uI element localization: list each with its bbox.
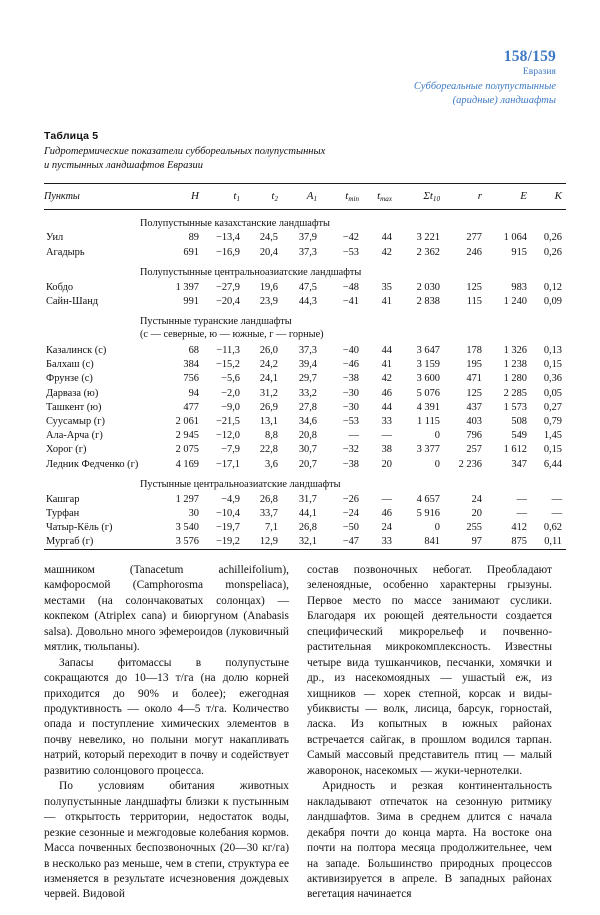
cell-E: 412 <box>511 522 527 534</box>
cell-station-name: Чатыр-Кёль (г) <box>46 522 113 534</box>
cell-H: 2 945 <box>175 430 199 442</box>
cell-station-name: Ала-Арча (г) <box>46 430 103 442</box>
table-row <box>44 280 566 294</box>
cell-tmin: −46 <box>342 359 359 371</box>
cell-sum: 0 <box>434 430 440 442</box>
running-head-region: Евразия <box>522 67 556 78</box>
cell-H: 991 <box>183 295 199 307</box>
cell-t1: −19,2 <box>215 536 240 548</box>
cell-r: 403 <box>466 416 482 428</box>
paragraph: состав позвоночных небогат. Преобладают зеленоядные, особенно характерны грызуны. Первое место по массе занимают суслики. Благодаря их роющей деятельности создается специфический микрорельеф и почвенно-растительная микрокомплексность. Известны четыре вида тушканчиков, песчанки, хомячки и др., из насекомоядных — ушастый еж, из хищников — хорек степной, корсак и виды-убиквисты — волк, лисица, барсук, горностай, ласка. Из копытных в южных районах встречается сайгак, в прошлом водился тарпан. Самый массовый представитель птиц — малый жаворонок, насекомых — жуки-чернотелки. <box>307 563 552 777</box>
column-header-E: E <box>520 189 527 202</box>
cell-t1: −15,2 <box>215 359 240 371</box>
cell-tmin: −26 <box>342 493 359 505</box>
table-section-title-text: Полупустынные центральноазиатские ландшафты <box>140 267 362 279</box>
cell-sum: 3 647 <box>416 345 440 357</box>
cell-t2: 8,8 <box>265 430 278 442</box>
cell-tmax: 41 <box>381 359 392 371</box>
cell-r: 178 <box>466 345 482 357</box>
cell-E: 875 <box>511 536 527 548</box>
cell-t2: 24,1 <box>259 373 278 385</box>
cell-tmax: 41 <box>381 295 392 307</box>
cell-station-name: Ледник Федченко (г) <box>46 458 139 470</box>
column-header-subscript: 10 <box>432 194 440 203</box>
column-header-r: r <box>477 189 482 202</box>
cell-r: 277 <box>466 232 482 244</box>
cell-sum: 2 838 <box>416 295 440 307</box>
cell-H: 2 061 <box>175 416 199 428</box>
cell-A1: 39,4 <box>298 359 317 371</box>
table-row <box>44 372 566 386</box>
cell-station-name: Кашгар <box>46 493 80 505</box>
table-section-title-text: Пустынные центральноазиатские ландшафты <box>140 479 341 491</box>
cell-A1: 26,8 <box>298 522 317 534</box>
cell-t1: −5,6 <box>221 373 240 385</box>
cell-r: 796 <box>466 430 482 442</box>
cell-tmin: −48 <box>342 281 359 293</box>
cell-t2: 26,9 <box>259 401 278 413</box>
column-header-subscript: 2 <box>274 194 278 203</box>
paragraph: Аридность и резкая континентальность накладывают отпечаток на сезонную ритмику ландшафтов. Зима в среднем длится с начала декабря почти до конца марта. На востоке она почти на полтора месяца продолжительнее, чем на западе. Большинство природных процессов активизируется в апреле. В западных районах вегетация начинается <box>307 780 552 901</box>
cell-r: 471 <box>466 373 482 385</box>
cell-A1: 20,8 <box>298 430 317 442</box>
cell-tmin: −24 <box>342 507 359 519</box>
table-caption <box>44 145 556 174</box>
cell-K: — <box>551 507 562 519</box>
cell-K: 0,09 <box>543 295 562 307</box>
cell-t2: 23,9 <box>259 295 278 307</box>
cell-tmin: −30 <box>342 387 359 399</box>
cell-t1: −9,0 <box>221 401 240 413</box>
cell-H: 94 <box>188 387 199 399</box>
cell-E: 1 240 <box>503 295 527 307</box>
cell-t1: −16,9 <box>215 246 240 258</box>
cell-r: 20 <box>471 507 482 519</box>
cell-r: 437 <box>466 401 482 413</box>
cell-E: 1 280 <box>503 373 527 385</box>
cell-H: 691 <box>183 246 199 258</box>
cell-r: 24 <box>471 493 482 505</box>
cell-A1: 44,3 <box>298 295 317 307</box>
text-column-left <box>44 563 289 903</box>
cell-t2: 24,5 <box>259 232 278 244</box>
cell-r: 2 236 <box>458 458 482 470</box>
cell-sum: 1 115 <box>417 416 440 428</box>
cell-A1: 31,7 <box>298 493 317 505</box>
cell-t1: −11,3 <box>216 345 240 357</box>
cell-station-name: Хорог (г) <box>46 444 87 456</box>
column-header-t1: $t_1$ <box>233 189 240 203</box>
table-header-row <box>44 184 566 210</box>
column-header-subscript: min <box>348 194 359 203</box>
cell-t1: −2,0 <box>221 387 240 399</box>
cell-E: 1 064 <box>503 232 527 244</box>
cell-r: 125 <box>466 281 482 293</box>
cell-station-name: Ташкент (ю) <box>46 401 102 413</box>
cell-t2: 31,2 <box>259 387 278 399</box>
cell-r: 257 <box>466 444 482 456</box>
cell-H: 1 297 <box>175 493 199 505</box>
cell-tmax: 44 <box>381 345 392 357</box>
cell-A1: 37,9 <box>298 232 317 244</box>
cell-A1: 37,3 <box>298 246 317 258</box>
cell-E: — <box>516 507 527 519</box>
cell-K: 0,36 <box>543 373 562 385</box>
cell-K: 0,26 <box>543 246 562 258</box>
cell-t2: 26,0 <box>259 345 278 357</box>
cell-H: 4 169 <box>175 458 199 470</box>
cell-tmin: −38 <box>342 373 359 385</box>
cell-K: 0,15 <box>543 444 562 456</box>
cell-H: 68 <box>188 345 199 357</box>
cell-t1: −21,5 <box>215 416 240 428</box>
table-rule <box>44 549 566 550</box>
cell-tmax: 33 <box>381 416 392 428</box>
cell-tmin: −50 <box>342 522 359 534</box>
cell-t1: −17,1 <box>215 458 240 470</box>
cell-H: 3 540 <box>175 522 199 534</box>
cell-t1: −7,9 <box>221 444 240 456</box>
page-folio: 158/159 <box>503 48 556 65</box>
table-section-title-text: Полупустынные казахстанские ландшафты <box>140 217 330 229</box>
table-row <box>44 457 566 471</box>
cell-t2: 3,6 <box>265 458 278 470</box>
cell-station-name: Агадырь <box>46 246 85 258</box>
cell-station-name: Уил <box>46 232 64 244</box>
cell-t2: 22,8 <box>259 444 278 456</box>
cell-tmin: −41 <box>342 295 359 307</box>
table-block <box>44 129 562 550</box>
cell-t1: −12,0 <box>215 430 240 442</box>
column-header-H: H <box>191 189 199 202</box>
cell-station-name: Мургаб (г) <box>46 536 94 548</box>
cell-r: 97 <box>471 536 482 548</box>
cell-tmax: — <box>381 430 392 442</box>
cell-station-name: Суусамыр (г) <box>46 416 105 428</box>
cell-station-name: Балхаш (с) <box>46 359 94 371</box>
column-header-subscript: 1 <box>313 194 317 203</box>
cell-tmin: −53 <box>342 246 359 258</box>
cell-tmin: — <box>348 430 359 442</box>
cell-A1: 44,1 <box>298 507 317 519</box>
running-head-subtitle-line2: (аридные) ландшафты <box>452 95 556 107</box>
cell-sum: 2 362 <box>416 246 440 258</box>
table-row <box>44 245 566 259</box>
cell-station-name: Дарваза (ю) <box>46 387 99 399</box>
cell-A1: 32,1 <box>298 536 317 548</box>
cell-K: 1,45 <box>543 430 562 442</box>
cell-K: 6,44 <box>543 458 562 470</box>
cell-tmin: −38 <box>342 458 359 470</box>
cell-t1: −4,9 <box>221 493 240 505</box>
column-header-tmax: $t_{max}$ <box>377 189 392 203</box>
table-number: Таблица 5 <box>44 129 99 142</box>
table-row <box>44 343 566 357</box>
cell-K: — <box>551 493 562 505</box>
cell-station-name: Сайн-Шанд <box>46 295 99 307</box>
cell-station-name: Кобдо <box>46 281 74 293</box>
cell-r: 115 <box>466 295 482 307</box>
cell-K: 0,15 <box>543 359 562 371</box>
cell-A1: 27,8 <box>298 401 317 413</box>
cell-t1: −19,7 <box>215 522 240 534</box>
cell-r: 246 <box>466 246 482 258</box>
cell-K: 0,12 <box>543 281 562 293</box>
cell-sum: 0 <box>434 522 440 534</box>
cell-E: 1 326 <box>503 345 527 357</box>
column-header-K: K <box>554 189 562 202</box>
cell-tmin: −30 <box>342 401 359 413</box>
cell-A1: 37,3 <box>298 345 317 357</box>
cell-H: 2 075 <box>175 444 199 456</box>
cell-E: 1 573 <box>503 401 527 413</box>
table-row <box>44 429 566 443</box>
cell-tmin: −42 <box>342 232 359 244</box>
table-section-title-text: Пустынные туранские ландшафты <box>140 316 292 328</box>
table-caption-line1: Гидротермические показатели суббореальных полупустынных <box>44 145 326 157</box>
cell-tmax: 35 <box>381 281 392 293</box>
cell-K: 0,13 <box>543 345 562 357</box>
cell-A1: 29,7 <box>298 373 317 385</box>
cell-tmin: −32 <box>342 444 359 456</box>
table-row <box>44 294 566 308</box>
table-section-title <box>44 259 566 280</box>
cell-tmax: 33 <box>381 536 392 548</box>
table-row <box>44 506 566 520</box>
cell-A1: 47,5 <box>298 281 317 293</box>
cell-A1: 20,7 <box>298 458 317 470</box>
cell-K: 0,11 <box>544 536 562 548</box>
table-row <box>44 414 566 428</box>
cell-sum: 3 377 <box>416 444 440 456</box>
cell-E: 508 <box>511 416 527 428</box>
cell-sum: 3 221 <box>416 232 440 244</box>
cell-sum: 4 391 <box>416 401 440 413</box>
cell-tmin: −47 <box>342 536 359 548</box>
cell-tmax: — <box>381 493 392 505</box>
cell-H: 477 <box>183 401 199 413</box>
cell-E: 983 <box>511 281 527 293</box>
cell-H: 384 <box>183 359 199 371</box>
cell-E: 549 <box>511 430 527 442</box>
cell-A1: 34,6 <box>298 416 317 428</box>
cell-H: 89 <box>188 232 199 244</box>
table-caption-line2: и пустынных ландшафтов Евразии <box>44 160 204 172</box>
table-row <box>44 535 566 550</box>
cell-E: 1 238 <box>503 359 527 371</box>
cell-sum: 841 <box>424 536 440 548</box>
cell-tmax: 42 <box>381 246 392 258</box>
cell-sum: 2 030 <box>416 281 440 293</box>
cell-H: 756 <box>183 373 199 385</box>
cell-t1: −20,4 <box>215 295 240 307</box>
cell-tmax: 20 <box>381 458 392 470</box>
cell-tmax: 44 <box>381 232 392 244</box>
column-header-t2: $t_2$ <box>271 189 278 203</box>
body-text <box>44 563 556 903</box>
column-header-subscript: 1 <box>236 194 240 203</box>
cell-station-name: Казалинск (с) <box>46 345 107 357</box>
table-row <box>44 400 566 414</box>
cell-E: 915 <box>511 246 527 258</box>
cell-sum: 3 600 <box>416 373 440 385</box>
cell-K: 0,26 <box>543 232 562 244</box>
paragraph: машником (Tanacetum achilleifolium), камфоросмой (Camphorosma monspeliaca), местами (на солончаковатых солонцах) — кокпеком (Atriplex cana) и биюргуном (Anabasis salsa). Довольно много эфемероидов (луковичный мятлик, тюльпаны). <box>44 563 289 654</box>
cell-H: 3 576 <box>175 536 199 548</box>
table-section-title <box>44 471 566 492</box>
cell-K: 0,27 <box>543 401 562 413</box>
cell-t1: −10,4 <box>215 507 240 519</box>
cell-E: 347 <box>511 458 527 470</box>
cell-tmax: 44 <box>381 401 392 413</box>
cell-E: 2 285 <box>503 387 527 399</box>
column-header-tmin: $t_{min}$ <box>345 189 359 203</box>
column-header-subscript: max <box>380 194 392 203</box>
paragraph: По условиям обитания животных полупустынные ландшафты близки к пустынным — открытость территории, недостаток воды, резкие сезонные и межгодовые колебания кормов. Масса почвенных беспозвоночных (20—30 кг/га) в несколько раз меньше, чем в степи, структура ее изменяется в результате исчезновения дождевых червей. Видовой <box>44 780 289 901</box>
table-body <box>44 183 566 550</box>
table-section-note-text: (с — северные, ю — южные, г — горные) <box>140 329 324 341</box>
table-section-note <box>44 329 566 343</box>
column-header-name: Пункты <box>44 190 80 202</box>
table-section-title <box>44 210 566 231</box>
paragraph: Запасы фитомассы в полупустыне сокращаются до 10—13 т/га (на долю корней приходится до 90% и более); ежегодная продуктивность — около 4—5 т/га. Количество опада и поступление химических элементов в почву невелико, но полыни могут накапливать натрий, который переходит в почву и содействует развитию солонцового процесса. <box>44 656 289 777</box>
running-head-subtitle <box>44 80 556 107</box>
cell-K: 0,62 <box>543 522 562 534</box>
cell-E: 1 612 <box>503 444 527 456</box>
cell-t1: −27,9 <box>215 281 240 293</box>
cell-K: 0,05 <box>543 387 562 399</box>
table-row <box>44 492 566 506</box>
cell-t2: 26,8 <box>259 493 278 505</box>
cell-sum: 5 076 <box>416 387 440 399</box>
cell-tmax: 38 <box>381 444 392 456</box>
cell-tmax: 42 <box>381 373 392 385</box>
cell-r: 195 <box>466 359 482 371</box>
cell-H: 1 397 <box>175 281 199 293</box>
cell-E: — <box>516 493 527 505</box>
cell-station-name: Фрунзе (с) <box>46 373 93 385</box>
table-row <box>44 358 566 372</box>
table-row <box>44 231 566 245</box>
cell-H: 30 <box>188 507 199 519</box>
cell-t2: 20,4 <box>259 246 278 258</box>
cell-t2: 12,9 <box>259 536 278 548</box>
cell-A1: 33,2 <box>298 387 317 399</box>
cell-r: 125 <box>466 387 482 399</box>
cell-K: 0,79 <box>543 416 562 428</box>
cell-station-name: Турфан <box>46 507 80 519</box>
cell-sum: 5 916 <box>416 507 440 519</box>
cell-A1: 30,7 <box>298 444 317 456</box>
table-row <box>44 521 566 535</box>
cell-r: 255 <box>466 522 482 534</box>
hydrothermal-indicators-table <box>44 183 566 550</box>
cell-tmax: 24 <box>381 522 392 534</box>
column-header-A1: $A_1$ <box>306 189 317 203</box>
cell-tmin: −53 <box>342 416 359 428</box>
table-row <box>44 386 566 400</box>
cell-tmax: 46 <box>381 387 392 399</box>
column-header-sum: $\Sigma t_{10}$ <box>423 189 440 203</box>
cell-t2: 19,6 <box>259 281 278 293</box>
table-row <box>44 443 566 457</box>
cell-t2: 7,1 <box>265 522 278 534</box>
cell-sum: 4 657 <box>416 493 440 505</box>
table-section-title <box>44 308 566 329</box>
cell-sum: 0 <box>434 458 440 470</box>
cell-t2: 13,1 <box>259 416 278 428</box>
cell-t2: 33,7 <box>259 507 278 519</box>
cell-t2: 24,2 <box>259 359 278 371</box>
running-head <box>44 0 556 108</box>
text-column-right <box>307 563 552 903</box>
cell-tmax: 46 <box>381 507 392 519</box>
cell-tmin: −40 <box>342 345 359 357</box>
cell-t1: −13,4 <box>215 232 240 244</box>
cell-sum: 3 159 <box>416 359 440 371</box>
running-head-subtitle-line1: Суббореальные полупустынные <box>413 81 556 93</box>
